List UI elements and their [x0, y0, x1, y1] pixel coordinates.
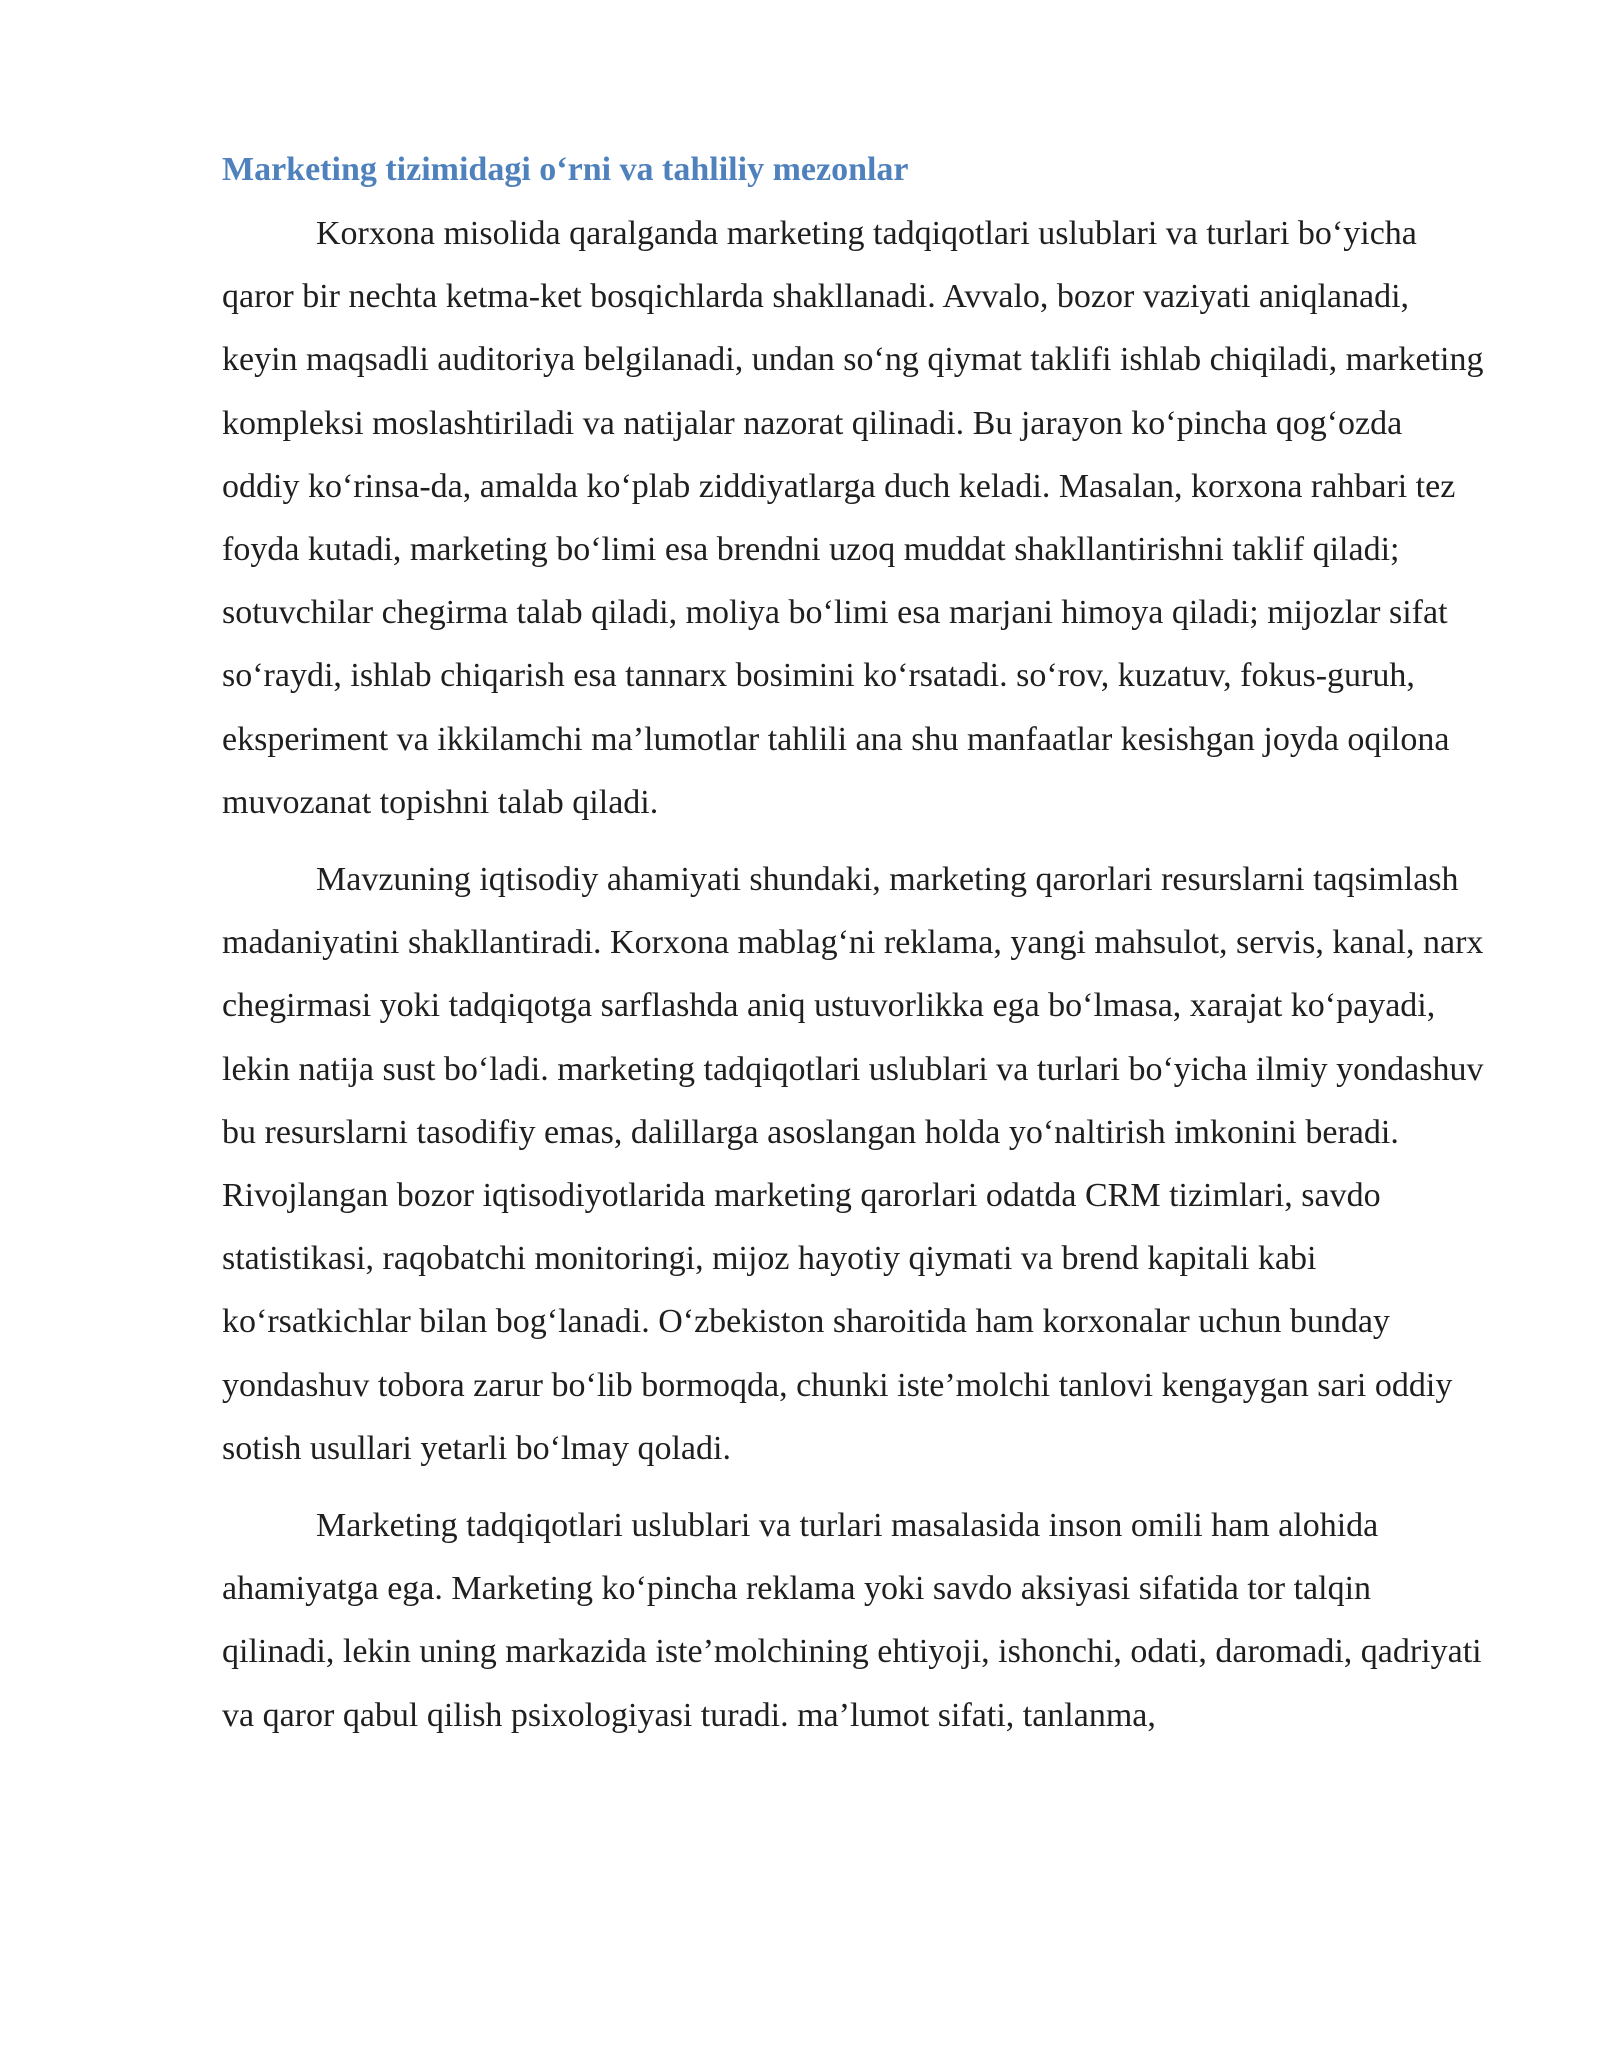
paragraph: Mavzuning iqtisodiy ahamiyati shundaki, marketing qarorlari resurslarni taqsimlash madaniyatini shakllantiradi. Korxona mablag‘ni reklama, yangi mahsulot, servis, kanal, narx chegirmasi yoki tadqiqotga sarflashda aniq ustuvorlikka ega bo‘lmasa, xarajat ko‘payadi, lekin natija sust bo‘ladi. marketing tadqiqotlari uslublari va turlari bo‘yicha ilmiy yondashuv bu resurslarni tasodifiy emas, dalillarga asoslangan holda yo‘naltirish imkonini beradi. Rivojlangan bozor iqtisodiyotlarida marketing qarorlari odatda CRM tizimlari, savdo statistikasi, raqobatchi monitoringi, mijoz hayotiy qiymati va brend kapitali kabi ko‘rsatkichlar bilan bog‘lanadi. O‘zbekiston sharoitida ham korxonalar uchun bunday yondashuv tobora zarur bo‘lib bormoqda, chunki iste’molchi tanlovi kengaygan sari oddiy sotish usullari yetarli bo‘lmay qoladi. [222, 861, 1484, 1467]
document-body [222, 144, 1484, 1747]
section-heading: Marketing tizimidagi o‘rni va tahliliy mezonlar [222, 151, 909, 188]
paragraph: Korxona misolida qaralganda marketing tadqiqotlari uslublari va turlari bo‘yicha qaror bir nechta ketma-ket bosqichlarda shakllanadi. Avvalo, bozor vaziyati aniqlanadi, keyin maqsadli auditoriya belgilanadi, undan so‘ng qiymat taklifi ishlab chiqiladi, marketing kompleksi moslashtiriladi va natijalar nazorat qilinadi. Bu jarayon ko‘pincha qog‘ozda oddiy ko‘rinsa-da, amalda ko‘plab ziddiyatlarga duch keladi. Masalan, korxona rahbari tez foyda kutadi, marketing bo‘limi esa brendni uzoq muddat shakllantirishni taklif qiladi; sotuvchilar chegirma talab qiladi, moliya bo‘limi esa marjani himoya qiladi; mijozlar sifat so‘raydi, ishlab chiqarish esa tannarx bosimini ko‘rsatadi. so‘rov, kuzatuv, fokus-guruh, eksperiment va ikkilamchi ma’lumotlar tahlili ana shu manfaatlar kesishgan joyda oqilona muvozanat topishni talab qiladi. [222, 215, 1484, 821]
paragraph: Marketing tadqiqotlari uslublari va turlari masalasida inson omili ham alohida ahamiyatga ega. Marketing ko‘pincha reklama yoki savdo aksiyasi sifatida tor talqin qilinadi, lekin uning markazida iste’molchining ehtiyoji, ishonchi, odati, daromadi, qadriyati va qaror qabul qilish psixologiyasi turadi. ma’lumot sifati, tanlanma, [222, 1507, 1482, 1734]
